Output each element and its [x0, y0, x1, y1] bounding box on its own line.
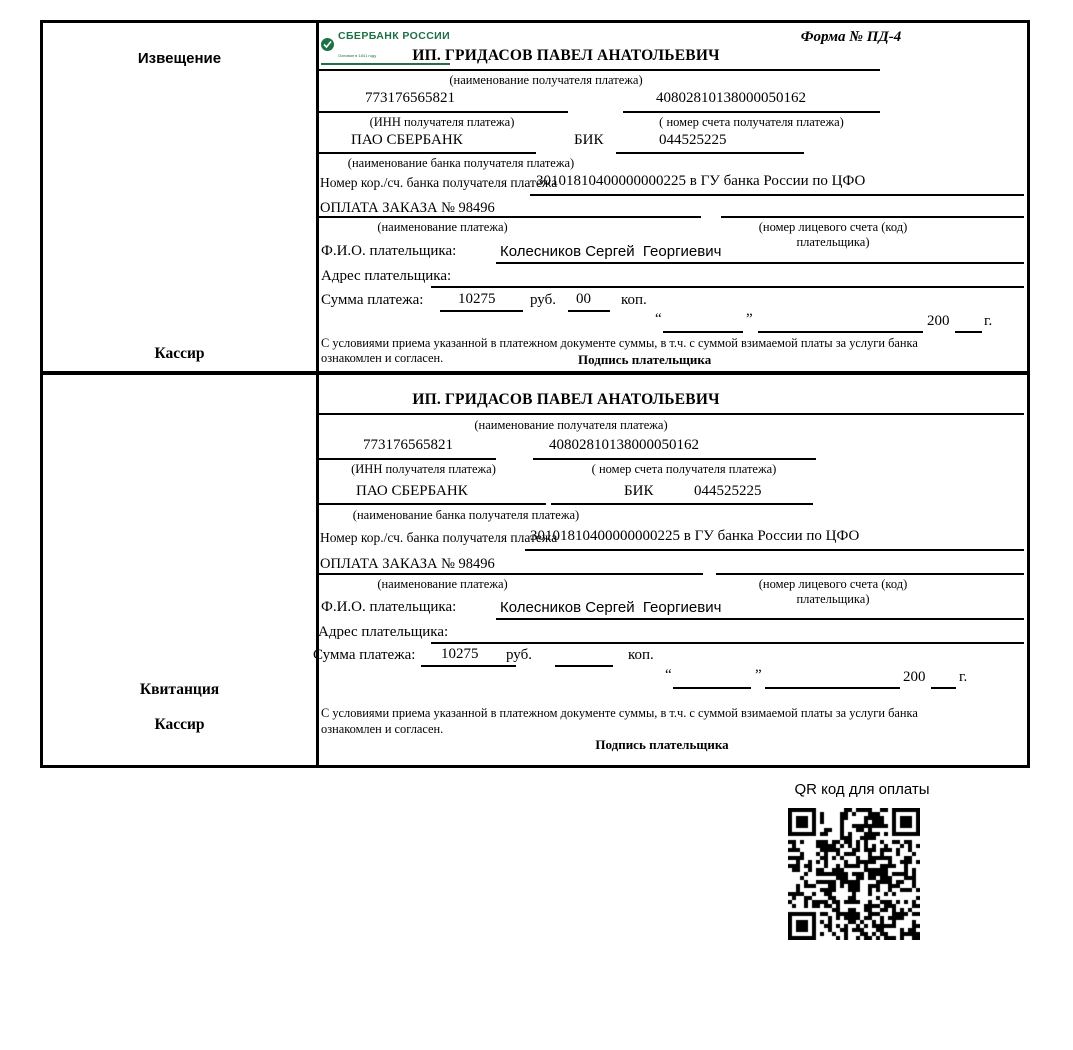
agreement-line2: ознакомлен и согласен. [321, 722, 444, 736]
payer-name-value: Колесников Сергей Георгиевич [500, 599, 722, 616]
date-open-quote: “ [655, 311, 662, 327]
sum-label: Сумма платежа: [313, 647, 416, 663]
sberbank-logo-text: СБЕРБАНК РОССИИ [338, 30, 451, 42]
payment-purpose-value: ОПЛАТА ЗАКАЗА № 98496 [320, 200, 495, 216]
blank-line [440, 310, 523, 312]
account-caption: ( номер счета получателя платежа) [591, 462, 777, 476]
blank-line [758, 331, 923, 333]
form-number: Форма № ПД-4 [800, 29, 902, 45]
bank-caption: (наименование банка получателя платежа) [347, 156, 575, 170]
kop-label: коп. [621, 292, 647, 308]
inn-caption: (ИНН получателя платежа) [369, 115, 515, 129]
blank-line [316, 458, 496, 460]
year-suffix: г. [959, 669, 968, 685]
blank-line [551, 503, 813, 505]
sberbank-logo-tagline: Основан в 1841 году [338, 53, 377, 58]
blank-line [716, 573, 1024, 575]
blank-line [765, 687, 900, 689]
inn-caption: (ИНН получателя платежа) [351, 462, 496, 476]
section-izveshchenie [43, 23, 1027, 371]
agreement-line1: С условиями приема указанной в платежном документе суммы, в т.ч. с суммой взимаемой платы за услуги банка [321, 336, 918, 350]
blank-line [530, 194, 1024, 196]
blank-line [955, 331, 982, 333]
recipient-name: ИП. ГРИДАСОВ ПАВЕЛ АНАТОЛЬЕВИЧ [412, 47, 720, 64]
blank-line [496, 618, 1024, 620]
signature-label: Подпись плательщика [578, 352, 712, 367]
blank-line [431, 286, 1024, 288]
kop-value: 00 [576, 291, 591, 307]
blank-line [533, 458, 816, 460]
personal-account-caption: (номер лицевого счета (код) плательщика) [758, 577, 908, 606]
blank-line [525, 549, 1024, 551]
bik-value: 044525225 [694, 483, 762, 499]
corr-account-label: Номер кор./сч. банка получателя платежа [320, 530, 558, 545]
blank-line [316, 69, 880, 71]
corr-account-value: 30101810400000000225 в ГУ банка России по ЦФО [530, 528, 860, 544]
payer-address-label: Адрес плательщика: [321, 268, 452, 284]
date-close-quote: ” [746, 311, 753, 327]
agreement-line1: С условиями приема указанной в платежном документе суммы, в т.ч. с суммой взимаемой платы за услуги банка [321, 706, 918, 720]
bank-caption: (наименование банка получателя платежа) [352, 508, 580, 522]
payment-form-box [40, 20, 1030, 768]
blank-line [555, 665, 613, 667]
sum-value: 10275 [458, 291, 496, 307]
blank-line [316, 152, 536, 154]
blank-line [316, 503, 546, 505]
blank-line [496, 262, 1024, 264]
year-suffix: г. [984, 313, 993, 329]
rub-label: руб. [506, 647, 532, 663]
year-prefix: 200 [927, 313, 950, 329]
blank-line [721, 216, 1024, 218]
recipient-name: ИП. ГРИДАСОВ ПАВЕЛ АНАТОЛЬЕВИЧ [412, 391, 720, 408]
blank-line [316, 216, 701, 218]
blank-line [931, 687, 956, 689]
bik-label: БИК [574, 132, 604, 148]
signature-label: Подпись плательщика [595, 737, 729, 752]
payer-name-value: Колесников Сергей Георгиевич [500, 243, 722, 260]
recipient-caption: (наименование получателя платежа) [474, 418, 668, 432]
side-label-izveshchenie: Извещение [137, 50, 222, 67]
blank-line [663, 331, 743, 333]
payer-name-label: Ф.И.О. плательщика: [321, 243, 457, 259]
blank-line [431, 642, 1024, 644]
purpose-caption: (наименование платежа) [377, 577, 508, 591]
cashier-label: Кассир [154, 345, 205, 362]
blank-line [616, 152, 804, 154]
blank-line [421, 665, 516, 667]
payer-address-label: Адрес плательщика: [318, 624, 449, 640]
account-value: 40802810138000050162 [549, 437, 699, 453]
blank-line [316, 573, 703, 575]
cashier-label: Кассир [154, 716, 205, 733]
bik-value: 044525225 [659, 132, 727, 148]
blank-line [673, 687, 751, 689]
kop-label: коп. [628, 647, 654, 663]
purpose-caption: (наименование платежа) [377, 220, 508, 234]
qr-code-image [788, 808, 920, 940]
bank-name-value: ПАО СБЕРБАНК [356, 483, 468, 499]
recipient-caption: (наименование получателя платежа) [449, 73, 643, 87]
rub-label: руб. [530, 292, 556, 308]
blank-line [568, 310, 610, 312]
personal-account-caption: (номер лицевого счета (код) плательщика) [758, 220, 908, 249]
blank-line [316, 111, 568, 113]
inn-value: 773176565821 [363, 437, 453, 453]
account-value: 40802810138000050162 [656, 90, 806, 106]
corr-account-value: 30101810400000000225 в ГУ банка России по ЦФО [536, 173, 866, 189]
column-divider [316, 375, 319, 765]
sum-label: Сумма платежа: [321, 292, 424, 308]
corr-account-label: Номер кор./сч. банка получателя платежа [320, 175, 558, 190]
agreement-line2: ознакомлен и согласен. [321, 351, 444, 365]
payment-purpose-value: ОПЛАТА ЗАКАЗА № 98496 [320, 556, 495, 572]
side-label-kvitantsiya: Квитанция [139, 681, 220, 698]
date-close-quote: ” [755, 667, 762, 683]
blank-line [623, 111, 880, 113]
bank-name-value: ПАО СБЕРБАНК [351, 132, 463, 148]
date-open-quote: “ [665, 667, 672, 683]
payer-name-label: Ф.И.О. плательщика: [321, 599, 457, 615]
sum-value: 10275 [441, 646, 479, 662]
qr-label: QR код для оплаты [794, 781, 930, 798]
blank-line [316, 413, 1024, 415]
year-prefix: 200 [903, 669, 926, 685]
inn-value: 773176565821 [365, 90, 455, 106]
account-caption: ( номер счета получателя платежа) [659, 115, 844, 129]
section-kvitantsiya [43, 375, 1027, 765]
bik-label: БИК [624, 483, 654, 499]
